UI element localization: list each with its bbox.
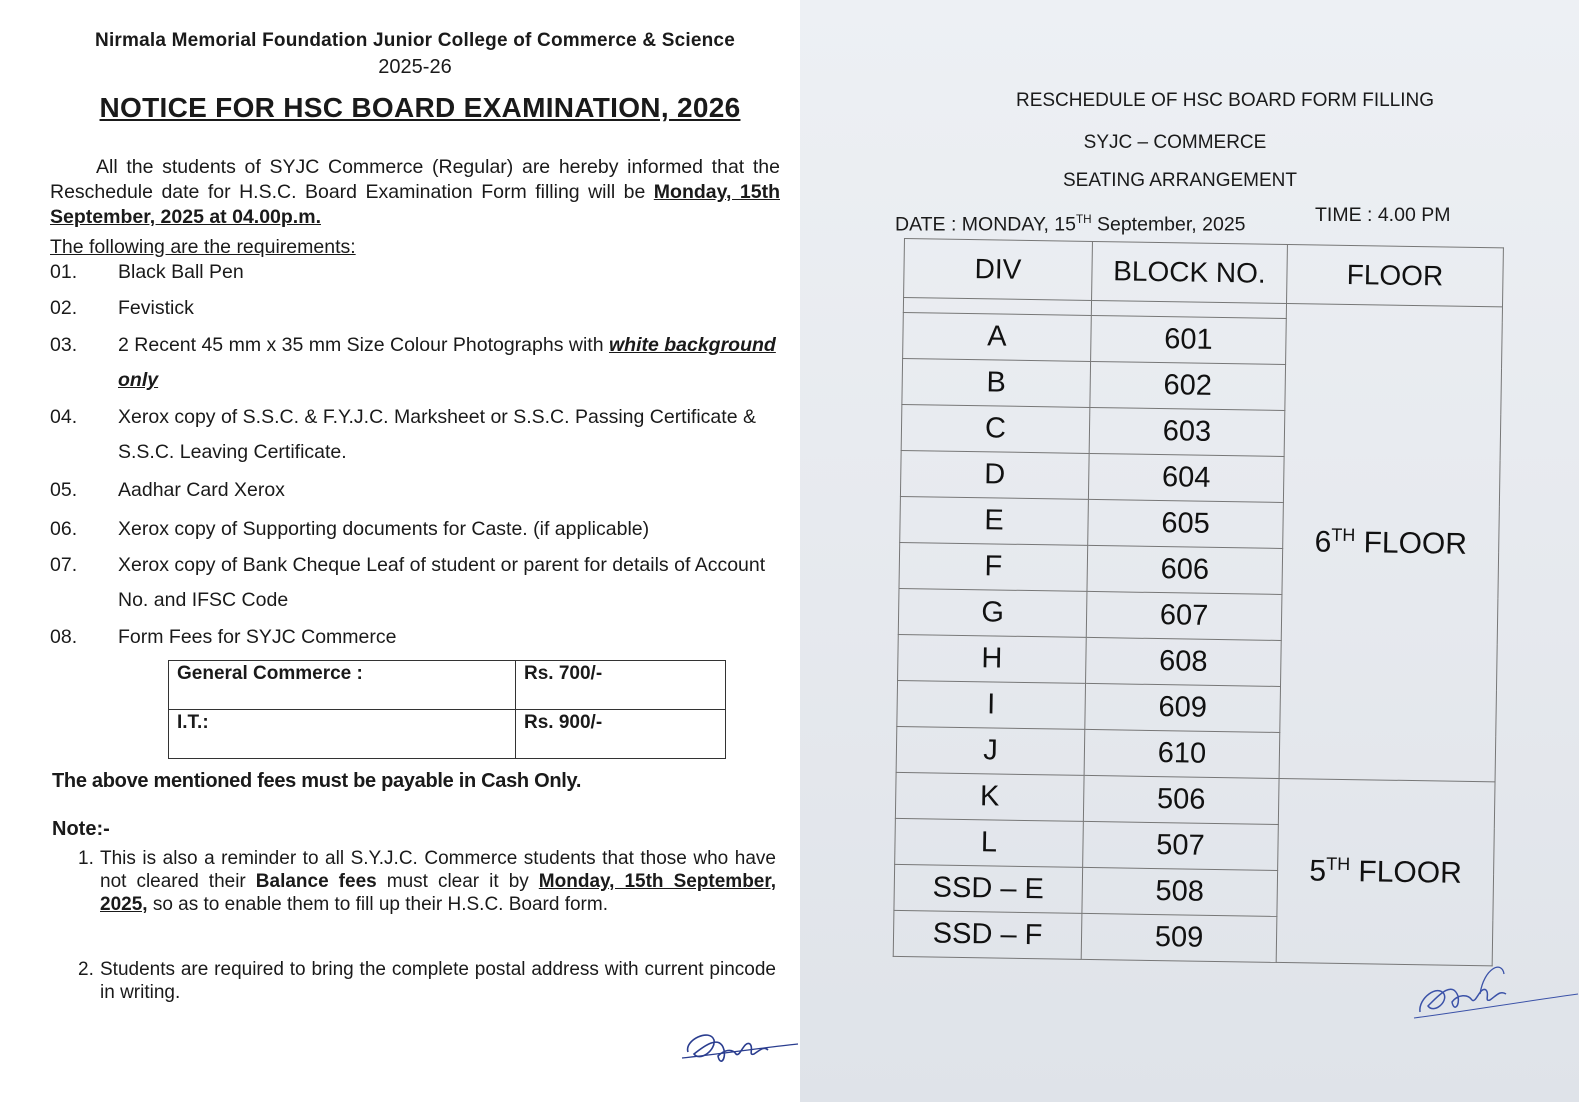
block-cell: 509 bbox=[1081, 913, 1277, 962]
signature-right bbox=[1410, 950, 1579, 1030]
div-cell: E bbox=[900, 496, 1089, 545]
requirement-emphasis: white background only bbox=[118, 334, 776, 391]
block-cell: 507 bbox=[1083, 821, 1279, 870]
div-cell: D bbox=[900, 450, 1089, 499]
deadline-date: Monday, 15th September, 2025, bbox=[100, 871, 776, 915]
div-cell: K bbox=[895, 772, 1084, 821]
header-floor: FLOOR bbox=[1287, 245, 1504, 307]
div-cell: SSD – E bbox=[894, 864, 1083, 913]
div-cell: A bbox=[903, 312, 1092, 361]
block-cell: 608 bbox=[1086, 637, 1282, 686]
notice-title: NOTICE FOR HSC BOARD EXAMINATION, 2026 bbox=[99, 92, 741, 123]
seating-title: RESCHEDULE OF HSC BOARD FORM FILLING bbox=[1015, 90, 1435, 111]
balance-fees: Balance fees bbox=[255, 871, 377, 892]
block-cell: 610 bbox=[1084, 729, 1280, 778]
header-div: DIV bbox=[904, 239, 1093, 301]
block-cell: 601 bbox=[1091, 315, 1287, 364]
seating-date: DATE : MONDAY, 15TH September, 2025 bbox=[895, 213, 1246, 236]
block-cell: 606 bbox=[1087, 545, 1283, 594]
header-block: BLOCK NO. bbox=[1092, 241, 1288, 303]
block-cell: 602 bbox=[1090, 361, 1286, 410]
div-cell: SSD – F bbox=[893, 910, 1082, 959]
table-row bbox=[169, 661, 726, 710]
block-cell: 506 bbox=[1083, 775, 1279, 824]
floor-5-cell: 5TH FLOOR bbox=[1276, 778, 1495, 965]
college-name: Nirmala Memorial Foundation Junior College of Commerce & Science bbox=[95, 30, 735, 51]
notice-page: Nirmala Memorial Foundation Junior College of Commerce & Science 2025-26 NOTICE FOR HSC BOARD EXAMINATION, 2026 All the students of SYJC Commerce (Regular) are hereby informed that the Reschedule date for H.S.C. Board Examination Form filling will be Monday, 15th September, 2025 at 04.00p.m. The following are the requirements: 01. Black Ball Pen 02. Fevistick 03. 2 Recent 45 mm x 35 mm Size Colour Photographs with white background only 04. Xerox copy of S.S.C. & F.Y.J.C. Marksheet or S.S.C. Passing Certificate & S.S.C. Leaving Certificate. 05. Aadhar Card Xerox 06. Xerox copy of Supporting documents for Caste. (if applicable) 07. Xerox copy of Bank Cheque Leaf of student or parent for details of Account No. and IFSC Code 08. Form Fees for SYJC Commerce General Commerce : Rs. 700/- I.T.: Rs. 900/- The above mentioned fees must be payable in Cash Only. Note:- 1. This is also a reminder to all S.Y.J.C. Commerce students that those who have not cleared their Balance fees must clear it by Monday, 15th September, 2025, so as to enable them to fill up their H.S.C. Board form. 2. Students are required to bring the complete postal address with current pincode in writing. bbox=[0, 0, 800, 1102]
block-cell: 605 bbox=[1088, 499, 1284, 548]
intro-text: All the students of SYJC Commerce (Regular) are hereby informed that the Reschedule date for H.S.C. Board Examination Form filling will be bbox=[50, 156, 780, 203]
fee-table bbox=[168, 660, 726, 759]
block-cell: 603 bbox=[1089, 407, 1285, 456]
table-header-row bbox=[904, 239, 1504, 307]
fee-label: General Commerce : bbox=[169, 661, 516, 710]
fee-label: I.T.: bbox=[169, 710, 516, 759]
notice-intro bbox=[50, 155, 780, 230]
cash-only-note: The above mentioned fees must be payable in Cash Only. bbox=[52, 770, 582, 792]
seating-time: TIME : 4.00 PM bbox=[1315, 204, 1451, 226]
block-cell: 609 bbox=[1085, 683, 1281, 732]
div-cell: H bbox=[898, 634, 1087, 683]
requirements-heading: The following are the requirements: bbox=[50, 236, 356, 258]
div-cell: L bbox=[895, 818, 1084, 867]
floor-6-cell: 6TH FLOOR bbox=[1279, 304, 1502, 782]
seating-table bbox=[893, 238, 1504, 966]
academic-year: 2025-26 bbox=[378, 56, 452, 78]
fee-amount: Rs. 900/- bbox=[516, 710, 726, 759]
block-cell: 604 bbox=[1088, 453, 1284, 502]
note-heading: Note:- bbox=[52, 818, 110, 840]
seating-heading: SEATING ARRANGEMENT bbox=[1062, 170, 1297, 191]
intro-date: Monday, 15th September, 2025 at 04.00p.m. bbox=[50, 181, 780, 228]
seating-page bbox=[800, 0, 1579, 1102]
div-cell: J bbox=[896, 726, 1085, 775]
fee-amount: Rs. 700/- bbox=[516, 661, 726, 710]
block-cell: 607 bbox=[1086, 591, 1282, 640]
div-cell: B bbox=[902, 358, 1091, 407]
div-cell: G bbox=[898, 588, 1087, 637]
div-cell: I bbox=[897, 680, 1086, 729]
div-cell: F bbox=[899, 542, 1088, 591]
table-row bbox=[169, 710, 726, 759]
div-cell: C bbox=[901, 404, 1090, 453]
seating-subtitle: SYJC – COMMERCE bbox=[1083, 132, 1267, 153]
block-cell: 508 bbox=[1082, 867, 1278, 916]
signature-left bbox=[680, 1010, 800, 1080]
